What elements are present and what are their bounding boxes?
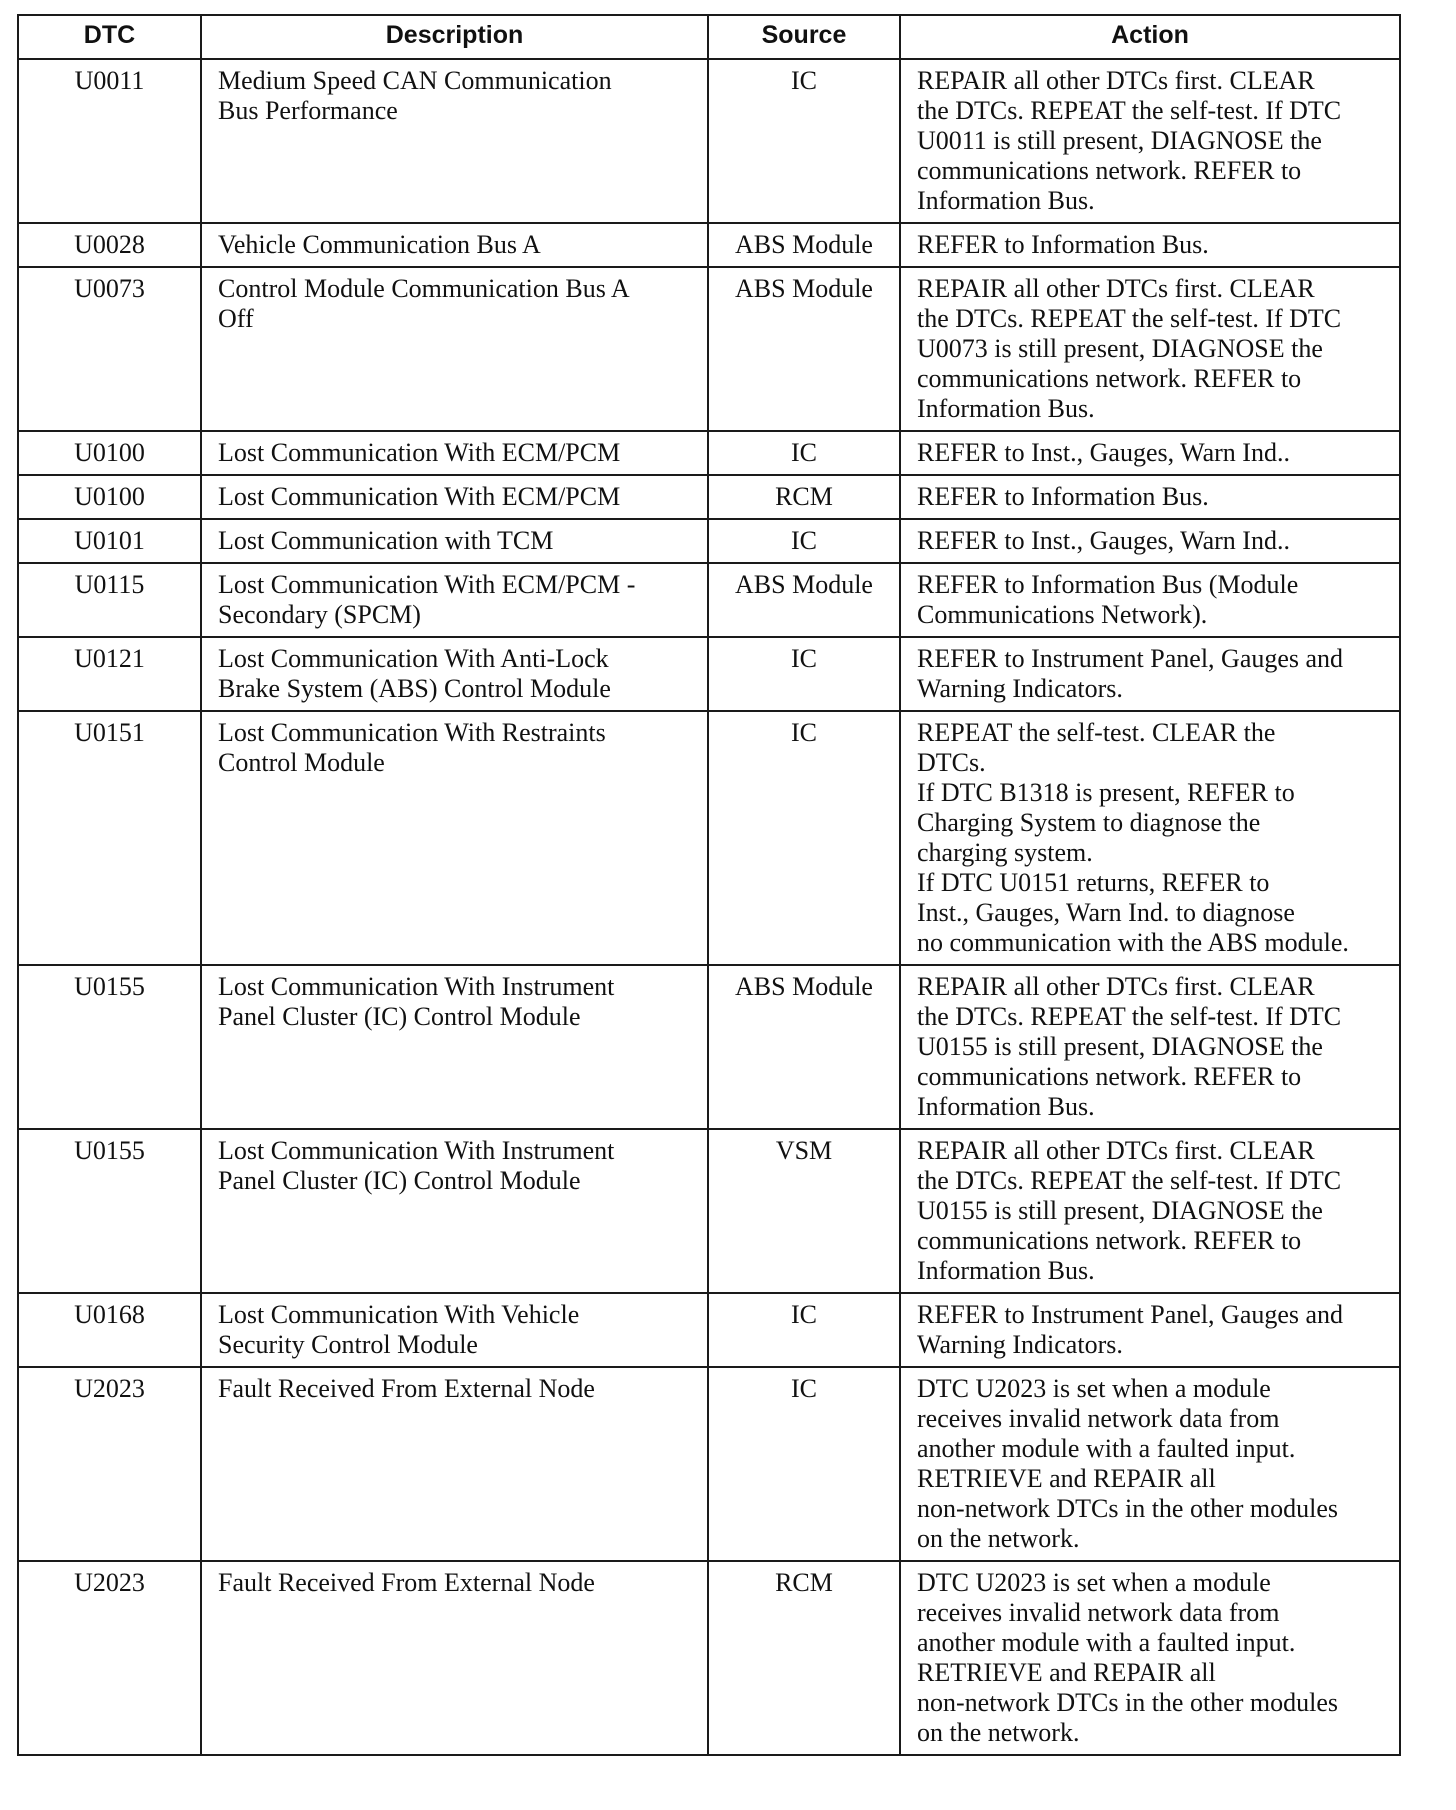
- cell-description: Lost Communication With ECM/PCM: [201, 431, 708, 475]
- cell-description: Lost Communication With Instrument Panel Cluster (IC) Control Module: [201, 965, 708, 1129]
- table-row: [18, 431, 1400, 475]
- dtc-table: [17, 14, 1401, 1756]
- cell-description: Lost Communication With Restraints Control Module: [201, 711, 708, 965]
- table-row: [18, 475, 1400, 519]
- cell-dtc: U0100: [18, 431, 201, 475]
- cell-dtc: U2023: [18, 1561, 201, 1755]
- cell-dtc: U0121: [18, 637, 201, 711]
- cell-dtc: U0100: [18, 475, 201, 519]
- table-header: [18, 15, 1400, 59]
- cell-action: REFER to Information Bus.: [900, 223, 1400, 267]
- cell-description: Medium Speed CAN Communication Bus Performance: [201, 59, 708, 223]
- cell-action: REFER to Information Bus.: [900, 475, 1400, 519]
- table-row: [18, 1367, 1400, 1561]
- cell-dtc: U2023: [18, 1367, 201, 1561]
- table-row: [18, 563, 1400, 637]
- cell-source: IC: [708, 637, 900, 711]
- cell-description: Control Module Communication Bus A Off: [201, 267, 708, 431]
- cell-action: REFER to Instrument Panel, Gauges and Warning Indicators.: [900, 637, 1400, 711]
- cell-description: Lost Communication With ECM/PCM - Secondary (SPCM): [201, 563, 708, 637]
- cell-action: REPAIR all other DTCs first. CLEAR the DTCs. REPEAT the self-test. If DTC U0155 is still present, DIAGNOSE the communications network. REFER to Information Bus.: [900, 1129, 1400, 1293]
- cell-description: Lost Communication With ECM/PCM: [201, 475, 708, 519]
- table-row: [18, 223, 1400, 267]
- cell-action: REPAIR all other DTCs first. CLEAR the DTCs. REPEAT the self-test. If DTC U0155 is still present, DIAGNOSE the communications network. REFER to Information Bus.: [900, 965, 1400, 1129]
- cell-source: ABS Module: [708, 267, 900, 431]
- cell-action: DTC U2023 is set when a module receives invalid network data from another module with a faulted input. RETRIEVE and REPAIR all non-network DTCs in the other modules on the network.: [900, 1367, 1400, 1561]
- table-row: [18, 519, 1400, 563]
- cell-dtc: U0151: [18, 711, 201, 965]
- cell-source: IC: [708, 59, 900, 223]
- cell-source: IC: [708, 1293, 900, 1367]
- cell-source: ABS Module: [708, 223, 900, 267]
- header-source: Source: [708, 15, 900, 59]
- cell-action: REPEAT the self-test. CLEAR the DTCs. If DTC B1318 is present, REFER to Charging System to diagnose the charging system. If DTC U0151 returns, REFER to Inst., Gauges, Warn Ind. to diagnose no communication with the ABS module.: [900, 711, 1400, 965]
- header-action: Action: [900, 15, 1400, 59]
- table-row: [18, 1561, 1400, 1755]
- cell-action: REFER to Instrument Panel, Gauges and Warning Indicators.: [900, 1293, 1400, 1367]
- cell-source: VSM: [708, 1129, 900, 1293]
- cell-description: Lost Communication with TCM: [201, 519, 708, 563]
- cell-dtc: U0073: [18, 267, 201, 431]
- table-row: [18, 1293, 1400, 1367]
- cell-dtc: U0155: [18, 965, 201, 1129]
- cell-action: REFER to Inst., Gauges, Warn Ind..: [900, 431, 1400, 475]
- table-row: [18, 637, 1400, 711]
- cell-source: RCM: [708, 475, 900, 519]
- cell-dtc: U0115: [18, 563, 201, 637]
- table-body: [18, 59, 1400, 1755]
- cell-source: ABS Module: [708, 965, 900, 1129]
- cell-action: REFER to Information Bus (Module Communications Network).: [900, 563, 1400, 637]
- table-row: [18, 59, 1400, 223]
- cell-dtc: U0028: [18, 223, 201, 267]
- cell-dtc: U0011: [18, 59, 201, 223]
- table-row: [18, 711, 1400, 965]
- table-row: [18, 965, 1400, 1129]
- cell-dtc: U0101: [18, 519, 201, 563]
- table-row: [18, 267, 1400, 431]
- cell-description: Lost Communication With Anti-Lock Brake System (ABS) Control Module: [201, 637, 708, 711]
- cell-description: Fault Received From External Node: [201, 1561, 708, 1755]
- cell-action: REPAIR all other DTCs first. CLEAR the DTCs. REPEAT the self-test. If DTC U0011 is still present, DIAGNOSE the communications network. REFER to Information Bus.: [900, 59, 1400, 223]
- cell-description: Lost Communication With Vehicle Security Control Module: [201, 1293, 708, 1367]
- cell-description: Lost Communication With Instrument Panel Cluster (IC) Control Module: [201, 1129, 708, 1293]
- header-row: [18, 15, 1400, 59]
- cell-dtc: U0155: [18, 1129, 201, 1293]
- cell-source: RCM: [708, 1561, 900, 1755]
- cell-action: REFER to Inst., Gauges, Warn Ind..: [900, 519, 1400, 563]
- cell-source: IC: [708, 431, 900, 475]
- cell-source: ABS Module: [708, 563, 900, 637]
- cell-source: IC: [708, 1367, 900, 1561]
- header-dtc: DTC: [18, 15, 201, 59]
- table-row: [18, 1129, 1400, 1293]
- cell-description: Vehicle Communication Bus A: [201, 223, 708, 267]
- cell-action: REPAIR all other DTCs first. CLEAR the DTCs. REPEAT the self-test. If DTC U0073 is still present, DIAGNOSE the communications network. REFER to Information Bus.: [900, 267, 1400, 431]
- cell-source: IC: [708, 519, 900, 563]
- header-description: Description: [201, 15, 708, 59]
- cell-source: IC: [708, 711, 900, 965]
- cell-action: DTC U2023 is set when a module receives invalid network data from another module with a faulted input. RETRIEVE and REPAIR all non-network DTCs in the other modules on the network.: [900, 1561, 1400, 1755]
- cell-description: Fault Received From External Node: [201, 1367, 708, 1561]
- cell-dtc: U0168: [18, 1293, 201, 1367]
